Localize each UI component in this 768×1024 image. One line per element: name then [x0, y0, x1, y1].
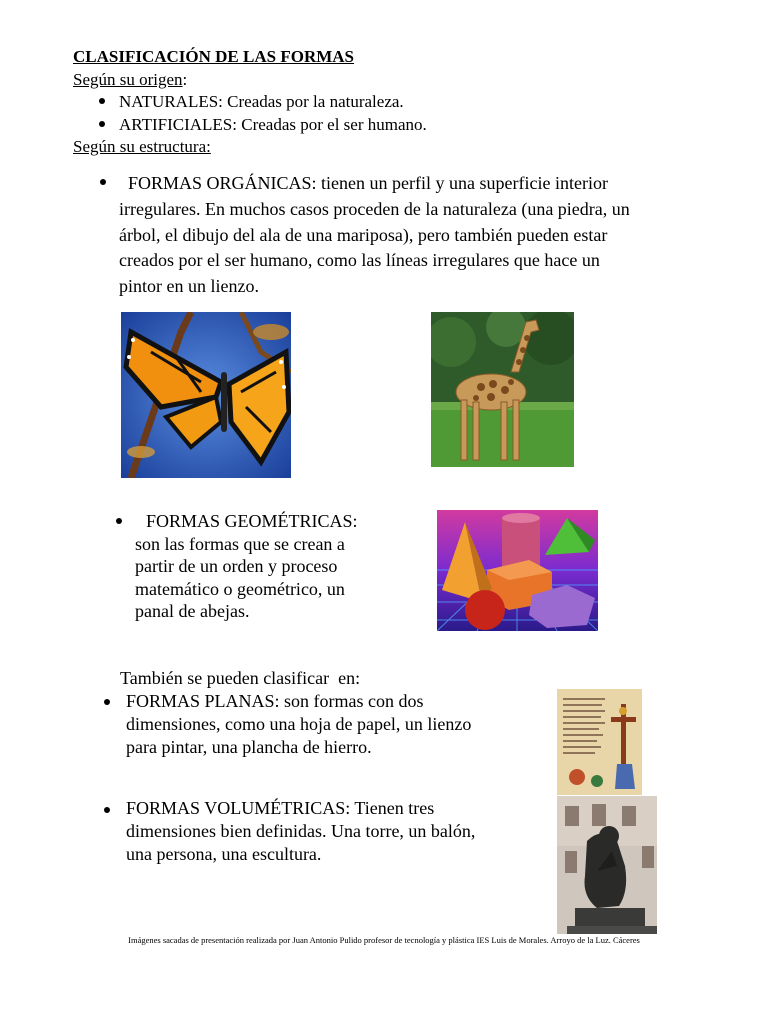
butterfly-image [121, 312, 291, 478]
page-title: CLASIFICACIÓN DE LAS FORMAS [73, 47, 355, 66]
geometric-shapes-image [437, 510, 598, 631]
image-credit-footer: Imágenes sacadas de presentación realizada por Juan Antonio Pulido profesor de tecnología y plástica IES Luis de Morales. Arroyo de la Luz. Cáceres [128, 935, 640, 945]
flat-line-3: para pintar, una plancha de hierro. [126, 737, 372, 757]
giraffe-image [431, 312, 574, 467]
volumetric-line-1: FORMAS VOLUMÉTRICAS: Tienen tres [126, 798, 435, 818]
geometric-line-3: partir de un orden y proceso [135, 556, 338, 576]
geometric-line-5: panal de abejas. [135, 601, 250, 621]
bullet-icon [104, 807, 110, 813]
bullet-icon [116, 518, 122, 524]
organic-line-1: FORMAS ORGÁNICAS: tienen un perfil y una superficie interior [128, 173, 608, 193]
flat-line-1: FORMAS PLANAS: son formas con dos [126, 691, 424, 711]
manuscript-image [557, 689, 642, 795]
also-classify-intro: También se pueden clasificar en: [120, 668, 361, 688]
bullet-icon [99, 98, 105, 104]
origin-item-artificiales: ARTIFICIALES: Creadas por el ser humano. [119, 115, 427, 134]
sculpture-image [557, 796, 657, 934]
geometric-line-1: FORMAS GEOMÉTRICAS: [146, 511, 358, 531]
origin-heading-colon: : [182, 70, 188, 89]
origin-item-naturales: NATURALES: Creadas por la naturaleza. [119, 92, 404, 111]
bullet-icon [100, 179, 106, 185]
volumetric-line-2: dimensiones bien definidas. Una torre, un balón, [126, 821, 476, 841]
organic-line-3: árbol, el dibujo del ala de una mariposa), pero también pueden estar [119, 225, 608, 245]
structure-heading: Según su estructura: [73, 137, 211, 156]
organic-line-4: creados por el ser humano, como las líneas irregulares que hace un [119, 250, 600, 270]
geometric-line-2: son las formas que se crean a [135, 534, 345, 554]
origin-heading-line [73, 68, 187, 91]
volumetric-line-3: una persona, una escultura. [126, 844, 322, 864]
origin-heading: Según su origen [73, 70, 183, 89]
flat-line-2: dimensiones, como una hoja de papel, un lienzo [126, 714, 472, 734]
organic-line-2: irregulares. En muchos casos proceden de la naturaleza (una piedra, un [119, 199, 630, 219]
bullet-icon [104, 699, 110, 705]
bullet-icon [99, 121, 105, 127]
organic-line-5: pintor en un lienzo. [119, 276, 259, 296]
geometric-line-4: matemático o geométrico, un [135, 579, 345, 599]
